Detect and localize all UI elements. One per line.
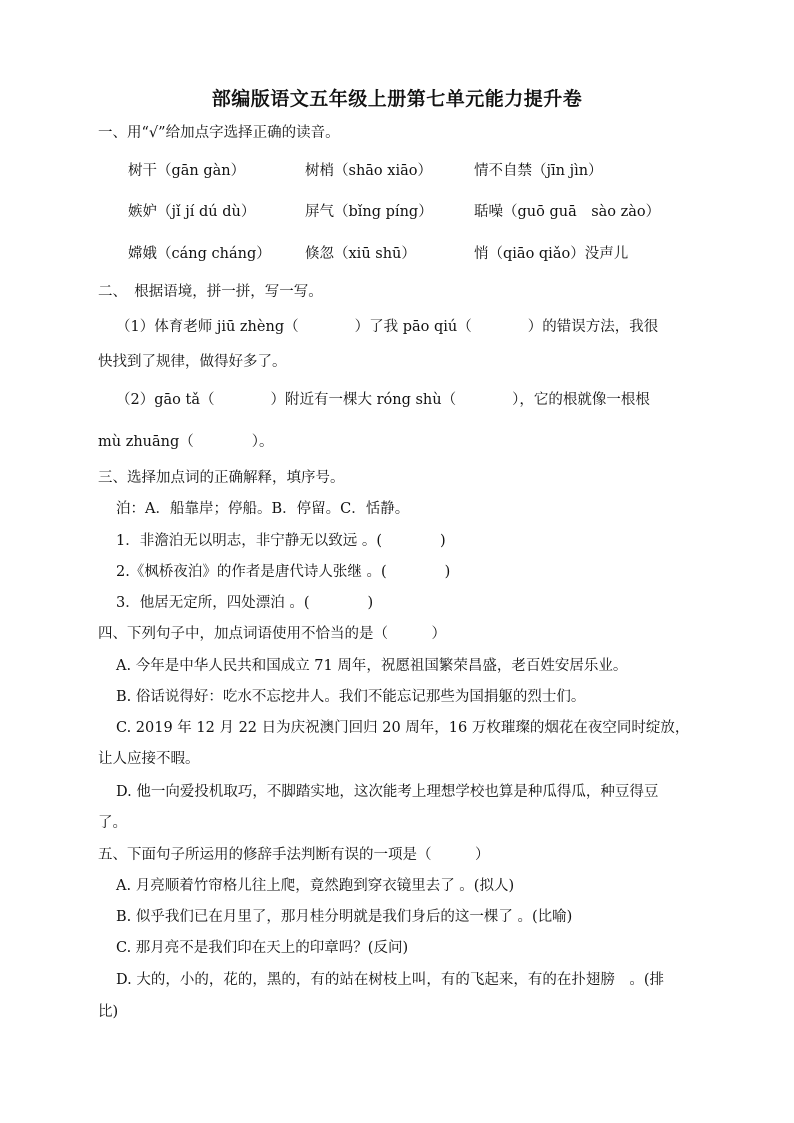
q1-item: 倏忽（xiū shū） bbox=[305, 246, 416, 262]
q1-item: 悄（qiāo qiǎo）没声儿 bbox=[474, 246, 629, 262]
q5-heading: 五、下面句子所运用的修辞手法判断有误的一项是（ ） bbox=[98, 847, 490, 863]
q1-item: 聒噪（guō guā sào zào） bbox=[474, 204, 661, 220]
q5-option-d: D. 大的，小的，花的，黑的，有的站在树枝上叫，有的飞起来，有的在扑翅膀 。(排 bbox=[116, 972, 664, 988]
q5-option-b: B. 似乎我们已在月里了，那月桂分明就是我们身后的这一棵了 。(比喻) bbox=[116, 909, 573, 925]
q2-sentence-2-cont: mù zhuāng（ ）。 bbox=[98, 434, 274, 450]
q2-sentence-2 bbox=[116, 390, 650, 410]
q1-item: 情不自禁（jīn jìn） bbox=[474, 163, 603, 179]
q3-item: 3．他居无定所，四处漂泊 。( ) bbox=[116, 595, 374, 611]
q2-s2-part2: ）附近有一棵大 róng shù（ bbox=[270, 392, 457, 408]
q2-s1-part2: ）了我 pāo qiú（ bbox=[354, 319, 472, 335]
q5-option-c: C. 那月亮不是我们印在天上的印章吗？(反问) bbox=[116, 940, 409, 956]
q1-item: 树干（gān gàn） bbox=[128, 163, 246, 179]
q1-heading: 一、用“√”给加点字选择正确的读音。 bbox=[98, 125, 340, 141]
q4-heading: 四、下列句子中，加点词语使用不恰当的是（ ） bbox=[98, 626, 446, 642]
q4-option-d: D. 他一向爱投机取巧，不脚踏实地，这次能考上理想学校也算是种瓜得瓜，种豆得豆 bbox=[116, 784, 659, 800]
q5-option-a: A. 月亮顺着竹帘格儿往上爬，竟然跑到穿衣镜里去了 。(拟人) bbox=[116, 878, 515, 894]
q2-s1-part1: （1）体育老师 jiū zhèng（ bbox=[116, 319, 299, 335]
q5-option-d-cont: 比) bbox=[98, 1004, 119, 1020]
q2-sentence-1 bbox=[116, 317, 658, 337]
q2-s2-part3: ），它的根就像一根根 bbox=[512, 392, 650, 408]
q3-item: 1．非澹泊无以明志，非宁静无以致远 。( ) bbox=[116, 533, 446, 549]
q3-item: 2.《枫桥夜泊》的作者是唐代诗人张继 。( ) bbox=[116, 564, 451, 580]
q4-option-c-cont: 让人应接不暇。 bbox=[98, 751, 200, 767]
q4-option-c: C. 2019 年 12 月 22 日为庆祝澳门回归 20 周年，16 万枚璀璨的烟花在夜空同时绽放， bbox=[116, 720, 690, 736]
q1-item: 嫉妒（jǐ jí dú dù） bbox=[128, 204, 256, 220]
q2-heading: 二、 根据语境，拼一拼，写一写。 bbox=[98, 284, 323, 300]
q4-option-b: B. 俗话说得好：吃水不忘挖井人。我们不能忘记那些为国捐躯的烈士们。 bbox=[116, 689, 586, 705]
q2-sentence-1-cont: 快找到了规律，做得好多了。 bbox=[98, 354, 287, 370]
q3-definition: 泊：A．船靠岸；停船。B．停留。C．恬静。 bbox=[116, 501, 410, 517]
q4-option-d-cont: 了。 bbox=[98, 815, 127, 831]
q2-s2-part1: （2）gāo tǎ（ bbox=[116, 392, 215, 408]
page-title: 部编版语文五年级上册第七单元能力提升卷 bbox=[211, 88, 583, 110]
q4-option-a: A. 今年是中华人民共和国成立 71 周年，祝愿祖国繁荣昌盛，老百姓安居乐业。 bbox=[116, 658, 628, 674]
q1-item: 屏气（bǐng píng） bbox=[305, 204, 433, 220]
q3-heading: 三、选择加点词的正确解释，填序号。 bbox=[98, 470, 345, 486]
q1-item: 树梢（shāo xiāo） bbox=[305, 163, 432, 179]
q2-s1-part3: ）的错误方法，我很 bbox=[527, 319, 659, 335]
q1-item: 嫦娥（cáng cháng） bbox=[128, 246, 271, 262]
